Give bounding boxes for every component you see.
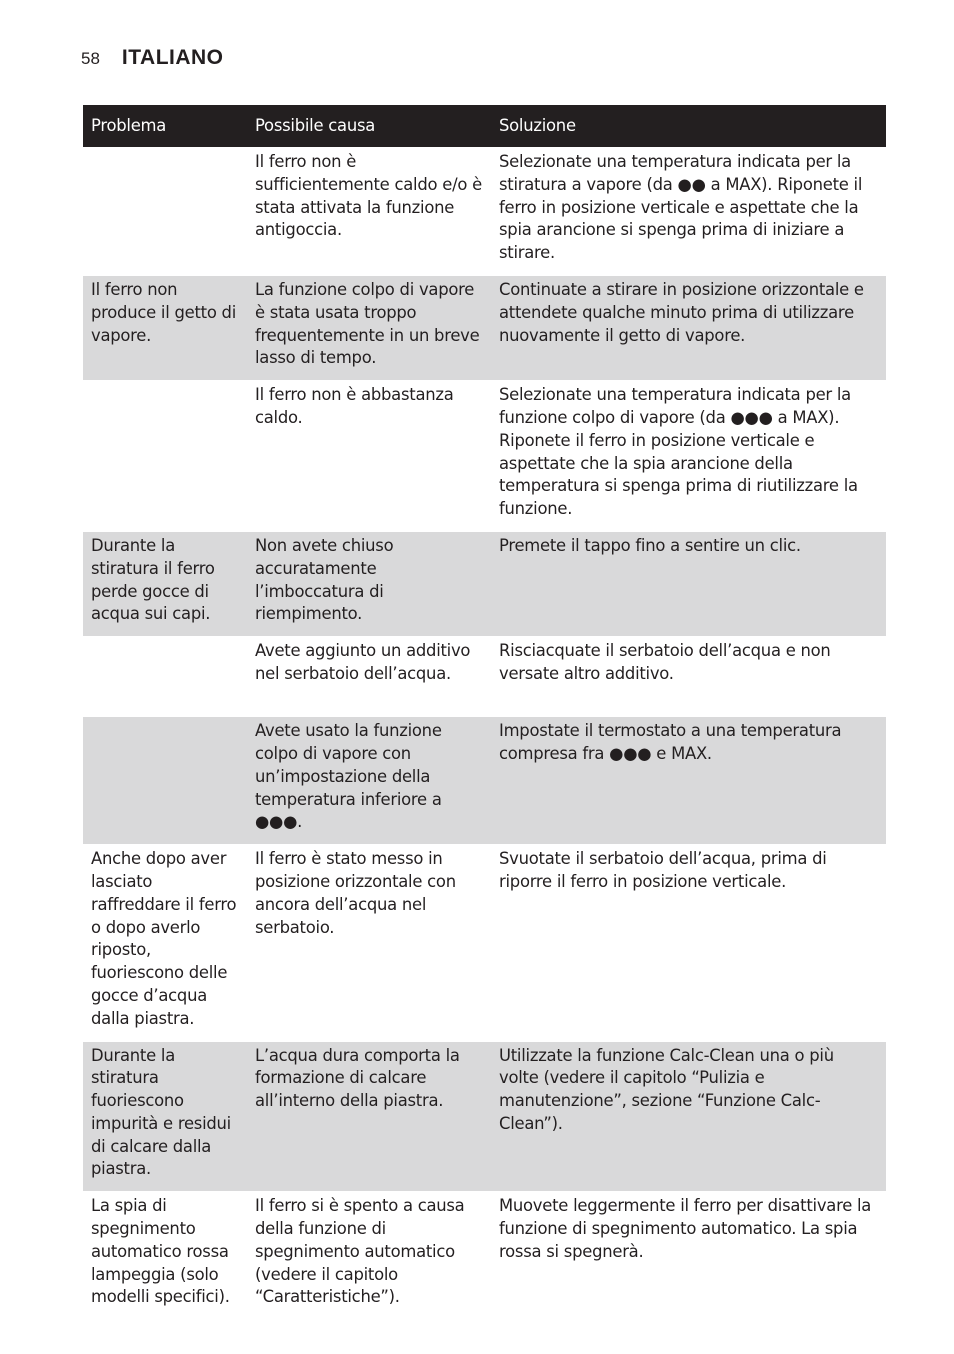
solution-cell: Muovete leggermente il ferro per disattivare la funzione di spegnimento automatico. La spia rossa si spegnerà. (491, 1192, 886, 1319)
solution-cell: Impostate il termostato a una temperatura compresa fra ●●● e MAX. (491, 717, 886, 845)
page-number: 58 (81, 49, 100, 68)
cause-cell: L’acqua dura comporta la formazione di calcare all’interno della piastra. (247, 1041, 491, 1192)
cause-cell: Il ferro è stato messo in posizione orizzontale con ancora dell’acqua nel serbatoio. (247, 845, 491, 1041)
table-row (83, 1192, 886, 1319)
table-row (83, 381, 886, 532)
problem-cell (83, 637, 247, 717)
header-problem: Problema (83, 105, 247, 148)
table-row (83, 717, 886, 845)
header-solution: Soluzione (491, 105, 886, 148)
table-header-row (83, 105, 886, 148)
table-row (83, 845, 886, 1041)
table-row (83, 148, 886, 276)
problem-cell (83, 148, 247, 276)
solution-cell: Continuate a stirare in posizione orizzontale e attendete qualche minuto prima di utilizzare nuovamente il getto di vapore. (491, 275, 886, 380)
problem-cell: Il ferro non produce il getto di vapore. (83, 275, 247, 380)
solution-cell: Selezionate una temperatura indicata per la stiratura a vapore (da ●● a MAX). Riponete il ferro in posizione verticale e aspettate che la spia arancione si spenga prima di iniziare a stirare. (491, 148, 886, 276)
solution-cell: Utilizzate la funzione Calc-Clean una o più volte (vedere il capitolo “Pulizia e manutenzione”, sezione “Funzione Calc-Clean”). (491, 1041, 886, 1192)
table-row (83, 275, 886, 380)
cause-cell: Avete usato la funzione colpo di vapore con un’impostazione della temperatura inferiore a ●●●. (247, 717, 491, 845)
problem-cell (83, 381, 247, 532)
cause-cell: Non avete chiuso accuratamente l’imboccatura di riempimento. (247, 531, 491, 636)
problem-cell: Durante la stiratura fuoriescono impurità e residui di calcare dalla piastra. (83, 1041, 247, 1192)
table-row (83, 1041, 886, 1192)
page-header (81, 46, 224, 70)
cause-cell: Il ferro non è sufficientemente caldo e/o è stata attivata la funzione antigoccia. (247, 148, 491, 276)
header-cause: Possibile causa (247, 105, 491, 148)
problem-cell: Anche dopo aver lasciato raffreddare il ferro o dopo averlo riposto, fuoriescono delle gocce d’acqua dalla piastra. (83, 845, 247, 1041)
table-row (83, 531, 886, 636)
solution-cell: Selezionate una temperatura indicata per la funzione colpo di vapore (da ●●● a MAX). Riponete il ferro in posizione verticale e aspettate che la spia arancione della temperatura si spenga prima di riutilizzare la funzione. (491, 381, 886, 532)
table-row (83, 637, 886, 717)
section-title: ITALIANO (121, 46, 224, 69)
cause-cell: La funzione colpo di vapore è stata usata troppo frequentemente in un breve lasso di tempo. (247, 275, 491, 380)
solution-cell: Risciacquate il serbatoio dell’acqua e non versate altro additivo. (491, 637, 886, 717)
problem-cell (83, 717, 247, 845)
troubleshooting-table (83, 105, 886, 1319)
cause-cell: Il ferro non è abbastanza caldo. (247, 381, 491, 532)
cause-cell: Avete aggiunto un additivo nel serbatoio dell’acqua. (247, 637, 491, 717)
problem-cell: Durante la stiratura il ferro perde gocce di acqua sui capi. (83, 531, 247, 636)
solution-cell: Premete il tappo fino a sentire un clic. (491, 531, 886, 636)
solution-cell: Svuotate il serbatoio dell’acqua, prima di riporre il ferro in posizione verticale. (491, 845, 886, 1041)
problem-cell: La spia di spegnimento automatico rossa lampeggia (solo modelli specifici). (83, 1192, 247, 1319)
cause-cell: Il ferro si è spento a causa della funzione di spegnimento automatico (vedere il capitolo “Caratteristiche”). (247, 1192, 491, 1319)
